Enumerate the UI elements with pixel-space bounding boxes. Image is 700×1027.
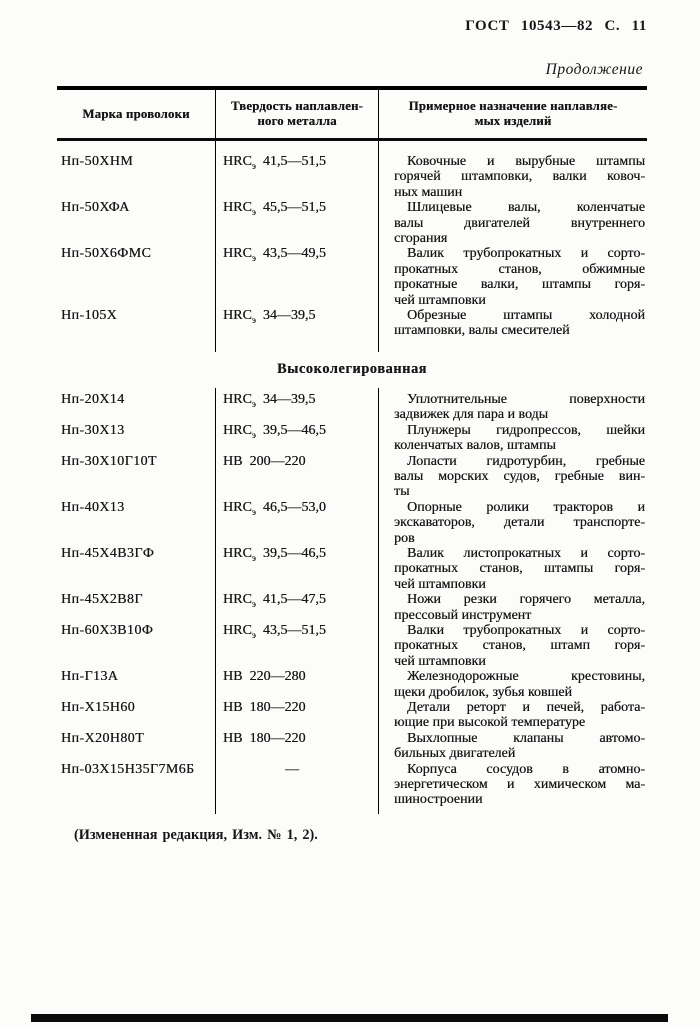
hardness-cell (215, 246, 378, 308)
hardness-scale: НВ (223, 669, 243, 685)
hardness-cell (215, 592, 378, 623)
table-row (57, 546, 647, 592)
purpose-line: прессовый инструмент (394, 607, 532, 623)
grade-cell: Нп-105Х (61, 308, 118, 324)
hardness-range: 43,5—49,5 (262, 246, 326, 262)
purpose-line: Валик листопрокатных и сорто- (407, 545, 645, 561)
hardness-subscript: э (251, 507, 256, 518)
hardness-scale: HRC (223, 154, 252, 169)
hardness-dash: — (285, 761, 299, 777)
purpose-cell (378, 141, 647, 200)
hardness-range: 220—280 (249, 669, 306, 685)
purpose-line: задвижек для пара и воды (394, 407, 549, 423)
purpose-line: прокатных станов, обжимные (394, 261, 645, 277)
purpose-cell (378, 500, 647, 546)
header-purpose-column: Примерное назначение наплавляе- мых изделий (378, 90, 647, 138)
purpose-cell (378, 246, 647, 308)
hardness-scale: HRC (223, 622, 252, 638)
purpose-line: штамповки, валы смесителей (394, 323, 570, 339)
hardness-subscript: э (251, 315, 256, 326)
hardness-range: 180—220 (249, 730, 306, 746)
purpose-line: сгорания (394, 231, 448, 247)
grade-cell: Нп-60Х3В10Ф (61, 622, 154, 638)
hardness-cell (215, 423, 378, 454)
purpose-line: коленчатых валов, штампы (394, 438, 556, 454)
hardness-scale: HRC (223, 499, 252, 515)
purpose-line: Лопасти гидротурбин, гребные (407, 453, 645, 469)
hardness-cell (215, 141, 378, 200)
hardness-range: 41,5—51,5 (262, 154, 326, 169)
scan-edge-artifact (31, 1014, 668, 1022)
purpose-line: Валки трубопрокатных и сорто- (407, 622, 645, 638)
table-row (57, 762, 647, 814)
table-row (57, 246, 647, 308)
hardness-range: 45,5—51,5 (262, 200, 326, 216)
hardness-range: 43,5—51,5 (262, 622, 326, 638)
purpose-cell (378, 546, 647, 592)
table-header (57, 86, 647, 141)
grade-cell: Нп-40Х13 (61, 499, 125, 515)
hardness-scale: HRC (223, 545, 252, 561)
table-row (57, 731, 647, 762)
purpose-line: ты (394, 484, 410, 500)
purpose-line: прокатные валки, штампы горя- (394, 277, 645, 293)
purpose-cell (378, 200, 647, 246)
purpose-line: чей штамповки (394, 576, 486, 592)
hardness-subscript: э (251, 399, 256, 410)
purpose-cell (378, 669, 647, 700)
purpose-cell (378, 454, 647, 500)
purpose-line: Уплотнительные поверхности (407, 391, 645, 407)
purpose-cell (378, 731, 647, 762)
grade-cell: Нп-50ХНМ (61, 154, 134, 169)
hardness-scale: HRC (223, 592, 252, 608)
purpose-line: прокатных станов, штамп горя- (394, 638, 645, 654)
header-grade-column: Марка проволоки (82, 106, 190, 121)
table-row (57, 423, 647, 454)
purpose-cell (378, 623, 647, 669)
grade-cell: Нп-Г13А (61, 669, 119, 685)
hardness-scale: HRC (223, 200, 252, 216)
hardness-cell (215, 669, 378, 700)
grade-cell: Нп-50ХФА (61, 200, 130, 216)
hardness-scale: HRC (223, 246, 252, 262)
hardness-scale: HRC (223, 391, 252, 407)
grade-cell: Нп-20Х14 (61, 391, 125, 407)
table-row (57, 592, 647, 623)
grade-cell: Нп-Х20Н80Т (61, 730, 145, 746)
grade-cell: Нп-50Х6ФМС (61, 246, 152, 262)
hardness-range: 41,5—47,5 (262, 592, 326, 608)
hardness-cell (215, 731, 378, 762)
hardness-cell (215, 388, 378, 423)
hardness-subscript: э (251, 208, 256, 219)
purpose-line: Плунжеры гидропрессов, шейки (407, 422, 645, 438)
grade-cell: Нп-30Х13 (61, 422, 125, 438)
hardness-subscript: э (251, 630, 256, 641)
hardness-subscript: э (251, 161, 256, 172)
table-section-2 (57, 388, 647, 814)
purpose-line: Железнодорожные крестовины, (407, 669, 645, 685)
purpose-line: чей штамповки (394, 292, 486, 308)
hardness-cell (215, 500, 378, 546)
purpose-line: Ковочные и вырубные штампы (407, 154, 645, 169)
purpose-line: Шлицевые валы, коленчатые (407, 200, 645, 216)
purpose-cell (378, 423, 647, 454)
hardness-range: 39,5—46,5 (262, 422, 326, 438)
purpose-cell (378, 308, 647, 352)
hardness-scale: HRC (223, 422, 252, 438)
hardness-cell (215, 454, 378, 500)
hardness-scale: HRC (223, 308, 252, 324)
purpose-line: бильных двигателей (394, 746, 516, 762)
purpose-cell (378, 388, 647, 423)
hardness-subscript: э (251, 553, 256, 564)
purpose-line: горячей штамповки, валки ковоч- (394, 169, 645, 185)
header-hardness-column: Твердость наплавлен- ного металла (215, 90, 378, 138)
hardness-cell (215, 762, 378, 814)
hardness-range: 39,5—46,5 (262, 545, 326, 561)
purpose-line: Ножи резки горячего металла, (407, 592, 645, 608)
hardness-scale: НВ (223, 453, 243, 469)
hardness-subscript: э (251, 430, 256, 441)
amendment-note: (Измененная редакция, Изм. № 1, 2). (74, 826, 318, 843)
table-row (57, 454, 647, 500)
hardness-subscript: э (251, 254, 256, 265)
table-row (57, 388, 647, 423)
purpose-line: чей штамповки (394, 653, 486, 669)
hardness-scale: НВ (223, 730, 243, 746)
table-row (57, 200, 647, 246)
hardness-cell (215, 700, 378, 731)
table-row (57, 308, 647, 352)
hardness-range: 46,5—53,0 (262, 499, 326, 515)
hardness-range: 180—220 (249, 700, 306, 715)
table-row (57, 669, 647, 700)
purpose-line: экскаваторов, детали транспорте- (394, 515, 645, 531)
continuation-label: Продолжение (545, 61, 643, 78)
purpose-line: Опорные ролики тракторов и (407, 499, 645, 515)
purpose-line: Обрезные штампы холодной (407, 308, 645, 324)
purpose-line: шиностроении (394, 792, 483, 808)
grade-cell: Нп-30Х10Г10Т (61, 453, 157, 469)
table-row (57, 500, 647, 546)
wire-grades-table (57, 86, 647, 814)
hardness-range: 34—39,5 (262, 308, 316, 324)
hardness-range: 200—220 (249, 453, 306, 469)
purpose-line: Корпуса сосудов в атомно- (407, 761, 645, 777)
table-row (57, 623, 647, 669)
doc-reference: ГОСТ 10543—82 С. 11 (465, 18, 647, 34)
table-section-1 (57, 141, 647, 352)
table-row (57, 141, 647, 200)
hardness-cell (215, 308, 378, 352)
hardness-cell (215, 623, 378, 669)
grade-cell: Нп-45Х2В8Г (61, 592, 143, 608)
grade-cell: Нп-03Х15Н35Г7М6Б (61, 761, 195, 777)
purpose-line: щеки дробилок, зубья ковшей (394, 684, 573, 700)
hardness-cell (215, 546, 378, 592)
section-title: Высоколегированная (276, 360, 428, 377)
page-content (57, 0, 647, 844)
purpose-cell (378, 592, 647, 623)
hardness-range: 34—39,5 (262, 391, 316, 407)
grade-cell: Нп-45Х4В3ГФ (61, 545, 155, 561)
hardness-scale: НВ (223, 700, 243, 715)
grade-cell: Нп-Х15Н60 (61, 700, 136, 715)
purpose-line: прокатных станов, штампы горя- (394, 561, 645, 577)
purpose-line: Выхлопные клапаны автомо- (407, 730, 645, 746)
hardness-cell (215, 200, 378, 246)
table-row (57, 700, 647, 731)
purpose-cell (378, 700, 647, 731)
purpose-line: ров (394, 530, 415, 546)
purpose-line: Валик трубопрокатных и сорто- (407, 246, 645, 262)
purpose-line: Детали реторт и печей, работа- (407, 700, 645, 715)
purpose-cell (378, 762, 647, 814)
purpose-line: ных машин (394, 184, 463, 200)
purpose-line: валы двигателей внутреннего (394, 215, 645, 231)
hardness-subscript: э (251, 599, 256, 610)
purpose-line: энергетическом и химическом ма- (394, 777, 645, 793)
purpose-line: валы морских судов, гребные вин- (394, 468, 645, 484)
purpose-line: ющие при высокой температуре (394, 715, 586, 731)
